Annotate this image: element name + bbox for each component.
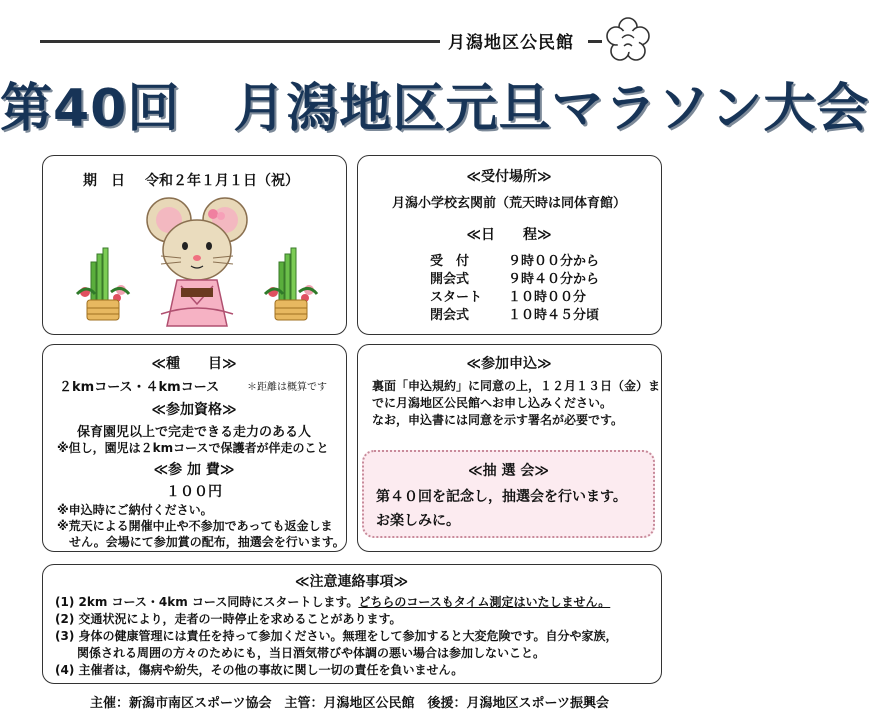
fee-value: １００円	[166, 484, 222, 500]
schedule-time: ９時４０分から	[508, 272, 600, 287]
notice-item: (4) 主催者は，傷病や紛失，その他の事故に関し一切の責任を負いません。	[55, 663, 464, 677]
application-line: 裏面「申込規約」に同意の上，１２月１３日（金）ま	[372, 379, 661, 393]
fee-heading: ≪参 加 費≫	[153, 462, 235, 478]
entry-info-section	[42, 344, 347, 552]
flower-logo-icon	[604, 16, 652, 64]
date-label: 期 日	[83, 173, 125, 189]
organization-name: 月潟地区公民館	[448, 33, 574, 53]
venue-heading: ≪受付場所≫	[466, 169, 552, 185]
notices-section	[42, 564, 662, 684]
events-note: ＊距離は概算です	[247, 382, 327, 393]
schedule-time: １０時４５分頃	[508, 308, 600, 323]
lottery-line: お楽しみに。	[376, 513, 460, 529]
schedule-label: 受 付	[430, 254, 470, 269]
application-line: なお，申込書には同意を示す署名が必要です。	[372, 413, 624, 427]
lottery-panel	[362, 450, 655, 538]
fee-note: ※荒天による開催中止や不参加であっても返金しま	[57, 519, 333, 533]
eligibility-value: 保育園児以上で完走できる走力のある人	[76, 425, 311, 440]
eligibility-note: ※但し，園児は２kmコースで保護者が伴走のこと	[57, 441, 329, 455]
schedule-heading: ≪日 程≫	[466, 227, 552, 243]
venue-value: 月潟小学校玄関前（荒天時は同体育館）	[391, 196, 626, 211]
kadomatsu-icon-right	[261, 248, 321, 324]
notices-heading: ≪注意連絡事項≫	[294, 574, 409, 590]
kadomatsu-icon	[73, 248, 133, 324]
lottery-heading: ≪抽 選 会≫	[467, 463, 550, 479]
header-rule-right	[588, 40, 602, 43]
schedule-time: １０時００分	[508, 290, 587, 305]
lottery-line: 第４０回を記念し，抽選会を行います。	[376, 489, 627, 505]
notice-item: (3) 身体の健康管理には責任を持って参加ください。無理をして参加すると大変危険です。自分や家族，	[55, 629, 618, 643]
fee-note: せん。会場にて参加賞の配布，抽選会を行います。	[57, 535, 345, 549]
header-rule	[40, 40, 440, 43]
fee-note: ※申込時にご納付ください。	[57, 503, 213, 517]
notice-item	[55, 593, 610, 610]
notice-item: (2) 交通状況により，走者の一時停止を求めることがあります。	[55, 612, 402, 626]
mouse-mascot-icon	[141, 194, 253, 326]
application-line: でに月潟地区公民館へお申し込みください。	[372, 396, 613, 410]
notice-item: 関係される周囲の方々のためにも，当日酒気帯びや体調の悪い場合は参加しないこと。	[77, 646, 546, 660]
schedule-time: ９時００分から	[508, 254, 600, 269]
footer-credits: 主催：新潟市南区スポーツ協会 主管：月潟地区公民館 後援：月潟地区スポーツ振興会	[90, 696, 609, 711]
events-heading: ≪種 目≫	[151, 356, 237, 372]
page-title: 第40回 月潟地区元旦マラソン大会	[0, 79, 869, 139]
application-heading: ≪参加申込≫	[466, 356, 552, 372]
eligibility-heading: ≪参加資格≫	[151, 402, 237, 418]
events-value: ２kmコース・４kmコース	[59, 380, 220, 395]
date-section	[42, 155, 347, 335]
notice-item-1b: どちらのコースもタイム測定はいたしません。	[358, 595, 611, 609]
schedule-label: 閉会式	[430, 308, 470, 323]
date-value: 令和２年１月１日（祝）	[145, 173, 299, 189]
notice-item-1a: (1) 2km コース・4km コース同時にスタートします。	[55, 595, 359, 609]
schedule-label: スタート	[430, 290, 483, 305]
venue-schedule-section	[357, 155, 662, 335]
schedule-label: 開会式	[430, 272, 470, 287]
